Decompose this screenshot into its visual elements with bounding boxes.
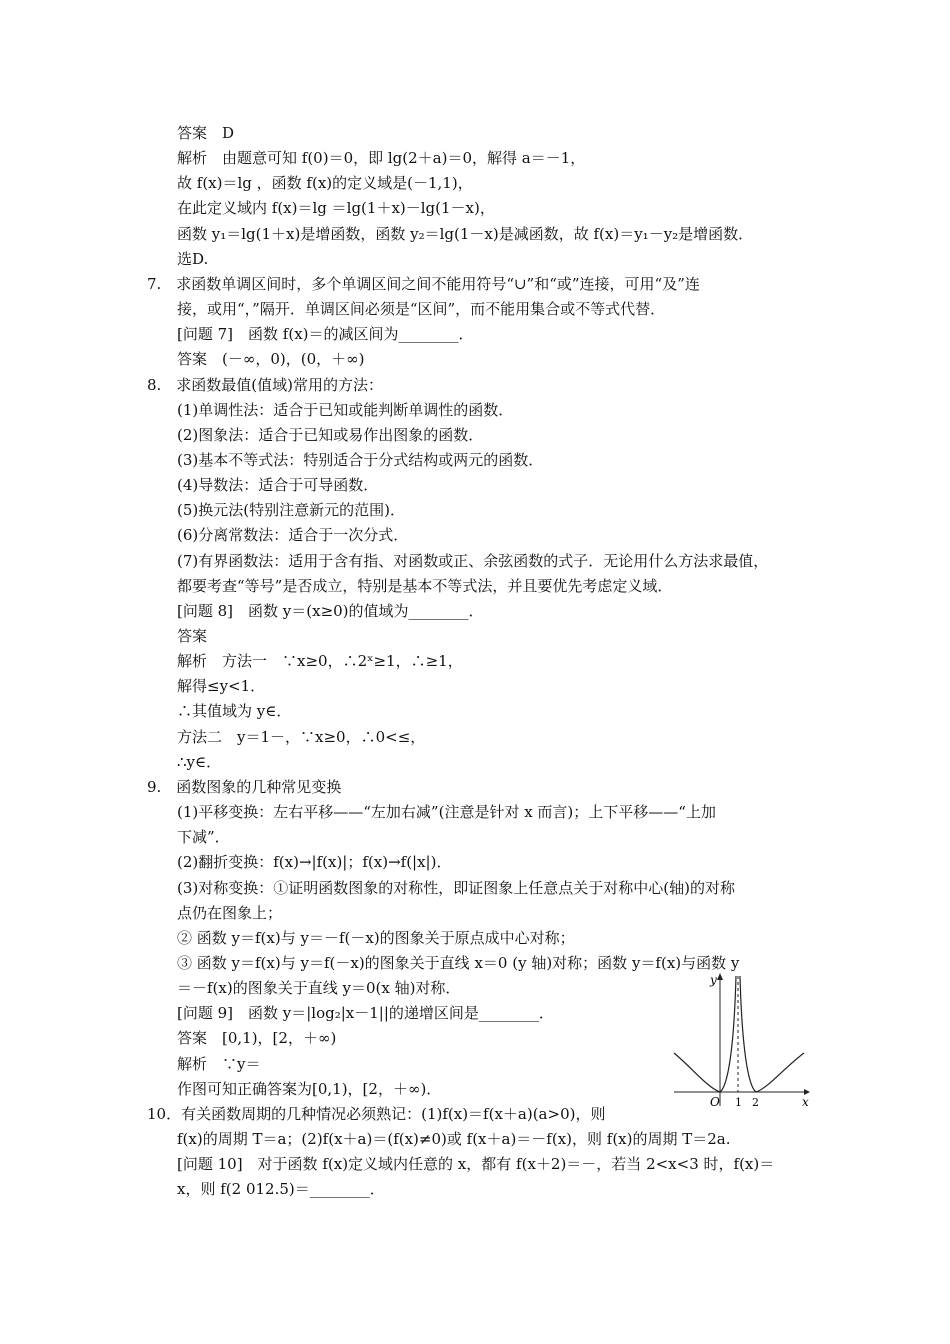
function-graph [672,968,812,1108]
text-line: x，则 f(2 012.5)＝________． [177,1180,385,1199]
text-line: 解析 由题意可知 f(0)＝0，即 lg(2＋a)＝0，解得 a＝－1， [177,149,586,168]
text-line: ③ 函数 y＝f(x)与 y＝f(－x)的图象关于直线 x＝0 (y 轴)对称；函数 y＝f(x)与函数 y [177,953,740,972]
text-line: f(x)的周期 T＝a；(2)f(x＋a)＝(f(x)≠0)或 f(x＋a)＝－f(x)，则 f(x)的周期 T＝2a. [177,1130,731,1148]
text-line: ∴其值域为 y∈． [177,702,292,721]
text-line: (2)翻折变换：f(x)→|f(x)|；f(x)→f(|x|)． [177,853,452,872]
text-line: 8. 求函数最值(值域)常用的方法： [147,375,384,394]
text-line: 函数 y₁＝lg(1＋x)是增函数，函数 y₂＝lg(1－x)是减函数，故 f(x)＝y₁－y₂是增函数． [177,224,754,243]
tick-label-2: 2 [752,1096,759,1108]
text-line: 7. 求函数单调区间时，多个单调区间之间不能用符号“∪”和“或”连接，可用“及”连 [147,274,700,293]
curve-right-branch [740,976,804,1092]
text-line: 故 f(x)＝lg ，函数 f(x)的定义域是(－1,1)， [177,174,473,193]
text-line: ∴y∈． [177,752,222,771]
text-line: 在此定义域内 f(x)＝lg ＝lg(1＋x)－lg(1－x)， [177,199,495,218]
text-line: (2)图象法：适合于已知或易作出图象的函数． [177,425,484,444]
text-line: (4)导数法：适合于可导函数． [177,476,379,495]
text-line: 10．有关函数周期的几种情况必须熟记：(1)f(x)＝f(x＋a)(a>0)，则 [147,1104,606,1123]
text-line: 答案 D [177,124,235,142]
text-line: 都要考查“等号”是否成立，特别是基本不等式法，并且要优先考虑定义域． [177,576,673,595]
text-line: 解析 方法一 ∵x≥0，∴2ˣ≥1，∴≥1， [177,652,463,671]
text-line: 答案 [177,627,208,645]
text-line: 解得≤y<1． [177,677,266,696]
text-line: [问题 9] 函数 y＝|log₂|x－1||的递增区间是________． [177,1004,554,1023]
text-line: [问题 8] 函数 y＝(x≥0)的值域为________． [177,601,484,620]
text-line: 9. 函数图象的几种常见变换 [147,777,342,796]
y-axis-label: y [710,973,717,987]
text-line: ＝－f(x)的图象关于直线 y＝0(x 轴)对称． [177,979,461,998]
tick-label-1: 1 [735,1096,742,1108]
origin-label: O [710,1095,720,1108]
text-line: 答案 (－∞，0)，(0，＋∞) [177,350,365,369]
text-line: 接，或用“，”隔开．单调区间必须是“区间”，而不能用集合或不等式代替． [177,300,666,319]
text-line: 答案 [0,1)，[2，＋∞) [177,1029,337,1048]
text-line: 解析 ∵y＝ [177,1054,261,1073]
text-line: (7)有界函数法：适用于含有指、对函数或正、余弦函数的式子．无论用什么方法求最值， [177,551,769,570]
text-line: 下减”． [177,828,230,847]
text-line: ② 函数 y＝f(x)与 y＝－f(－x)的图象关于原点成中心对称； [177,928,575,947]
text-line: 点仍在图象上； [177,903,283,922]
y-axis-arrow [717,973,723,980]
text-line: (1)单调性法：适合于已知或能判断单调性的函数． [177,400,514,419]
text-line: [问题 10] 对于函数 f(x)定义域内任意的 x，都有 f(x＋2)＝－，若当 2<x<3 时，f(x)＝ [177,1155,775,1174]
graph-svg [672,968,812,1108]
text-line: (6)分离常数法：适合于一次分式． [177,526,409,545]
text-line: 选D. [177,249,209,268]
x-axis-label: x [802,1095,809,1108]
curve-left-branch [674,976,736,1092]
text-line: (5)换元法(特别注意新元的范围)． [177,501,405,520]
text-line: (1)平移变换：左右平移——“左加右减”(注意是针对 x 而言)；上下平移——“上加 [177,803,716,822]
text-line: (3)对称变换：①证明函数图象的对称性，即证图象上任意点关于对称中心(轴)的对称 [177,878,735,897]
text-line: 方法二 y＝1－，∵x≥0，∴0<≤， [177,727,426,746]
text-line: [问题 7] 函数 f(x)＝的减区间为________． [177,325,474,344]
text-line: 作图可知正确答案为[0,1)，[2，＋∞)． [177,1079,442,1098]
text-line: (3)基本不等式法：特别适合于分式结构或两元的函数． [177,450,544,469]
